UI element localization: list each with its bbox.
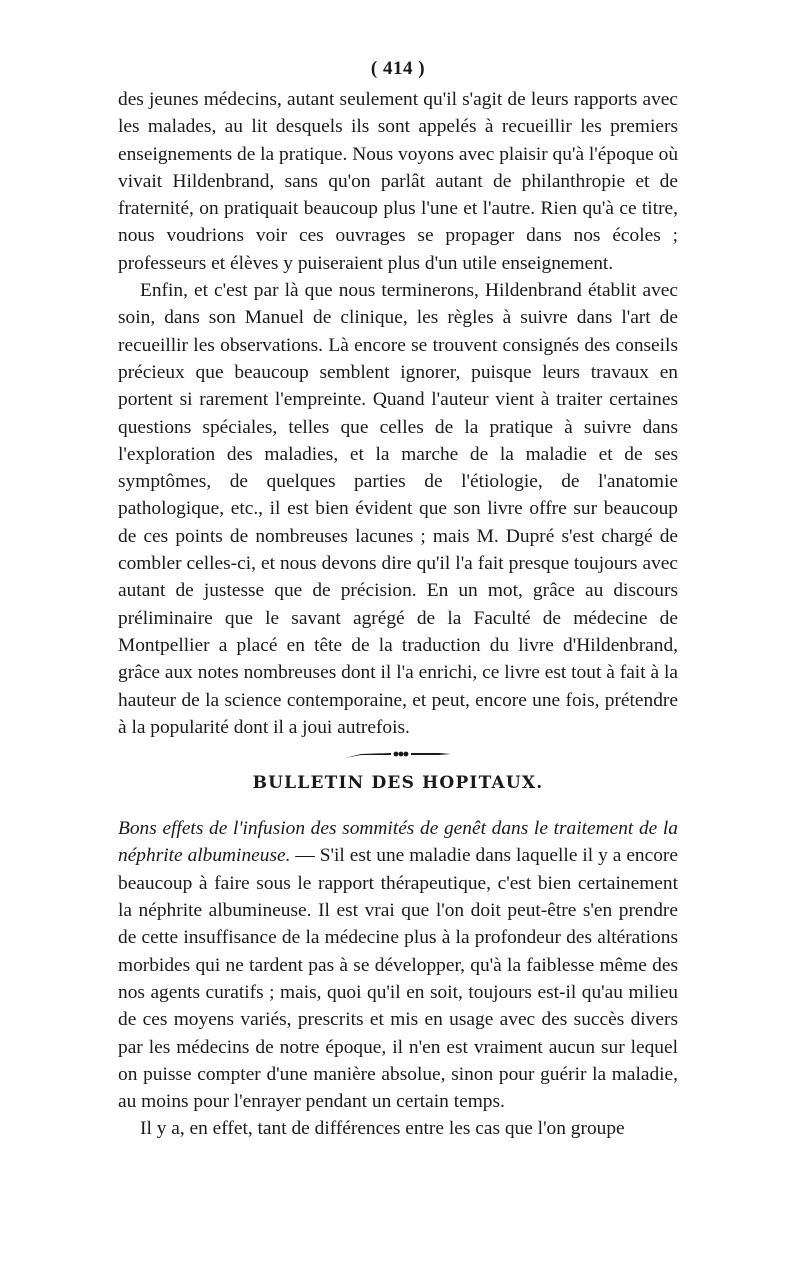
article-first-paragraph xyxy=(118,815,678,1115)
book-page xyxy=(118,58,678,1143)
page-number xyxy=(118,58,678,80)
page-number-value: 414 xyxy=(383,58,413,79)
paragraph-continuation: des jeunes médecins, autant seulement qu'il s'agit de leurs rapports avec les malades, au lit desquels ils sont appelés à recueillir les premiers enseignements de la pratique. Nous voyons avec plaisir qu'à l'époque où vivait Hildenbrand, sans qu'on parlât autant de philanthropie et de fraternité, on pratiquait beaucoup plus l'une et l'autre. Rien qu'à ce titre, nous voudrions voir ces ouvrages se propager dans nos écoles ; professeurs et élèves y puiseraient plus d'un utile enseignement. xyxy=(118,89,679,274)
article-last-paragraph: Il y a, en effet, tant de différences entre les cas que l'on groupe xyxy=(140,1118,625,1140)
section-divider-ornament xyxy=(118,743,678,765)
article-title: Bons effets de l'infusion des sommités de genêt dans le traitement de la néphrite albumineuse. xyxy=(118,818,678,867)
section-heading: BULLETIN DES HOPITAUX. xyxy=(252,773,544,794)
page-number-close-paren: ) xyxy=(418,58,426,79)
paragraph-hildenbrand-manual: Enfin, et c'est par là que nous terminerons, Hildenbrand établit avec soin, dans son Manuel de clinique, les règles à suivre dans l'art de recueillir les observations. Là encore se trouvent consignés des conseils précieux que beaucoup semblent ignorer, puisque leurs travaux en portent si rarement l'empreinte. Quand l'auteur vient à traiter certaines questions spéciales, telles que celles de la pratique à suivre dans l'exploration des maladies, et la marche de la maladie et de ses symptômes, de quelques parties de l'étiologie, de l'anatomie pathologique, etc., il est bien évident que son livre offre sur beaucoup de ces points de nombreuses lacunes ; mais M. Dupré s'est chargé de combler celles-ci, et nous devons dire qu'il l'a fait presque toujours avec autant de justesse que de précision. En un mot, grâce au discours préliminaire que le savant agrégé de la Faculté de médecine de Montpellier a placé en tête de la traduction du livre d'Hildenbrand, grâce aux notes nombreuses dont il l'a enrichi, ce livre est tout à fait à la hauteur de la science contemporaine, et peut, encore une fois, prétendre à la popularité dont il a joui autrefois. xyxy=(118,280,678,738)
article-lead-text: — S'il est une maladie dans laquelle il y a encore beaucoup à faire sous le rapport thérapeutique, c'est bien certainement la néphrite albumineuse. Il est vrai que l'on doit peut-être s'en prendre de cette insuffisance de la médecine plus à la profondeur des altérations morbides qui ne tardent pas à se développer, qu'à la faiblesse même des nos agents curatifs ; mais, quoi qu'il en soit, toujours est-il qu'au milieu de ces moyens variés, prescrits et mis en usage avec des succès divers par les médecins de notre époque, il n'en est vraiment aucun sur lequel on puisse compter d'une manière absolue, sinon pour guérir la maladie, au moins pour l'enrayer pendant un certain temps. xyxy=(118,845,678,1113)
ornament-rule-icon xyxy=(343,747,453,761)
section-body xyxy=(118,815,678,1143)
page-number-open-paren: ( xyxy=(370,58,378,79)
